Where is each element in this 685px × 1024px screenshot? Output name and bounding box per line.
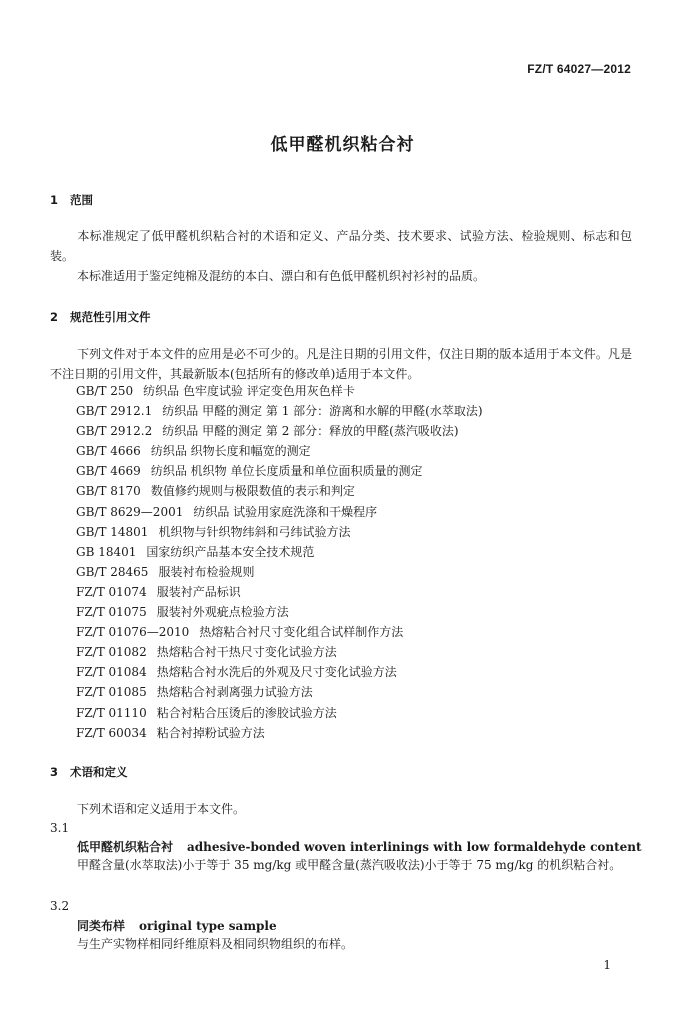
reference-item (76, 562, 483, 582)
reference-item (76, 461, 483, 481)
reference-code: FZ/T 60034 (76, 725, 147, 740)
reference-code: FZ/T 01085 (76, 685, 147, 700)
reference-item (76, 723, 483, 743)
section-number: 2 (50, 310, 59, 324)
scope-text-2: 本标准适用于鉴定纯棉及混纺的本白、漂白和有色低甲醛机织衬衫衬的品质。 (77, 269, 486, 283)
section-number: 1 (50, 193, 59, 207)
reference-code: FZ/T 01075 (76, 605, 147, 620)
reference-title: 纺织品 色牢度试验 评定变色用灰色样卡 (143, 384, 355, 398)
term-chinese: 同类布样 (77, 919, 126, 933)
reference-item (76, 401, 483, 421)
terms-intro-text: 下列术语和定义适用于本文件。 (77, 802, 246, 816)
term-3-1-definition (50, 855, 632, 875)
reference-title: 服装衬外观疵点检验方法 (156, 605, 289, 620)
reference-code: GB/T 14801 (76, 524, 149, 539)
term-english: original type sample (139, 919, 277, 933)
term-chinese: 低甲醛机织粘合衬 (77, 840, 174, 854)
reference-item (76, 502, 483, 522)
reference-title: 纺织品 机织物 单位长度质量和单位面积质量的测定 (150, 464, 423, 479)
term-english: adhesive-bonded woven interlinings with low formaldehyde content (187, 840, 642, 854)
term-3-2-definition (50, 934, 632, 954)
reference-code: GB/T 2912.1 (76, 404, 153, 419)
reference-title: 纺织品 织物长度和幅宽的测定 (150, 444, 311, 459)
reference-item (76, 662, 483, 682)
reference-code: FZ/T 01076—2010 (76, 625, 190, 640)
reference-title: 热熔粘合衬干热尺寸变化试验方法 (156, 645, 337, 660)
reference-code: GB/T 8629—2001 (76, 504, 184, 519)
reference-item (76, 381, 483, 401)
section-number: 3 (50, 765, 59, 779)
document-title: 低甲醛机织粘合衬 (270, 135, 415, 155)
reference-title: 热熔粘合衬尺寸变化组合试样制作方法 (199, 625, 404, 640)
reference-title: 纺织品 甲醛的测定 第 1 部分：游离和水解的甲醛(水萃取法) (162, 404, 483, 419)
reference-title: 热熔粘合衬剥离强力试验方法 (156, 685, 313, 700)
references-intro-text: 下列文件对于本文件的应用是必不可少的。凡是注日期的引用文件，仅注日期的版本适用于本文件。凡是不注日期的引用文件，其最新版本(包括所有的修改单)适用于本文件。 (50, 347, 632, 381)
reference-code: GB/T 28465 (76, 564, 149, 579)
reference-code: FZ/T 01074 (76, 584, 147, 599)
section-3-heading (50, 764, 128, 780)
definition-text: 与生产实物样相同纤维原料及相同织物组织的布样。 (77, 937, 354, 951)
reference-code: FZ/T 01110 (76, 705, 147, 720)
reference-title: 机织物与针织物纬斜和弓纬试验方法 (158, 524, 351, 539)
page-number: 1 (603, 958, 611, 972)
references-intro (50, 344, 632, 384)
reference-code: GB/T 4669 (76, 464, 141, 479)
reference-item (76, 642, 483, 662)
reference-title: 国家纺织产品基本安全技术规范 (146, 544, 315, 559)
reference-title: 服装衬产品标识 (156, 584, 241, 599)
reference-code: GB/T 2912.2 (76, 424, 153, 439)
term-3-1 (77, 838, 642, 855)
reference-item (76, 682, 483, 702)
terms-intro (50, 799, 632, 819)
reference-item (76, 703, 483, 723)
reference-code: FZ/T 01084 (76, 665, 147, 680)
reference-item (76, 441, 483, 461)
reference-item (76, 481, 483, 501)
normative-references-list (76, 381, 483, 743)
reference-title: 粘合衬掉粉试验方法 (156, 725, 265, 740)
reference-item (76, 522, 483, 542)
reference-title: 服装衬布检验规则 (158, 564, 255, 579)
reference-title: 热熔粘合衬水洗后的外观及尺寸变化试验方法 (156, 665, 397, 680)
section-title: 规范性引用文件 (70, 310, 151, 324)
reference-item (76, 542, 483, 562)
scope-paragraph-1 (50, 226, 632, 266)
reference-item (76, 622, 483, 642)
reference-code: GB 18401 (76, 544, 137, 559)
reference-code: FZ/T 01082 (76, 645, 147, 660)
reference-title: 数值修约规则与极限数值的表示和判定 (150, 484, 355, 499)
reference-item (76, 421, 483, 441)
clause-number-3-1: 3.1 (50, 821, 70, 835)
section-2-heading (50, 309, 151, 325)
section-title: 术语和定义 (70, 765, 128, 779)
reference-title: 粘合衬粘合压烫后的渗胶试验方法 (156, 705, 337, 720)
reference-item (76, 582, 483, 602)
reference-item (76, 602, 483, 622)
scope-paragraph-2 (50, 266, 632, 286)
scope-text-1: 本标准规定了低甲醛机织粘合衬的术语和定义、产品分类、技术要求、试验方法、检验规则、标志和包装。 (50, 229, 632, 263)
reference-code: GB/T 8170 (76, 484, 141, 499)
reference-title: 纺织品 试验用家庭洗涤和干燥程序 (193, 504, 378, 519)
section-title: 范围 (70, 193, 93, 207)
standard-code: FZ/T 64027—2012 (527, 62, 631, 76)
section-1-heading (50, 192, 93, 208)
reference-code: GB/T 4666 (76, 444, 141, 459)
reference-code: GB/T 250 (76, 384, 134, 398)
definition-text: 甲醛含量(水萃取法)小于等于 35 mg/kg 或甲醛含量(蒸汽吸收法)小于等于 75 mg/kg 的机织粘合衬。 (77, 858, 622, 872)
clause-number-3-2: 3.2 (50, 899, 70, 913)
term-3-2 (77, 917, 277, 934)
reference-title: 纺织品 甲醛的测定 第 2 部分：释放的甲醛(蒸汽吸收法) (162, 424, 459, 439)
